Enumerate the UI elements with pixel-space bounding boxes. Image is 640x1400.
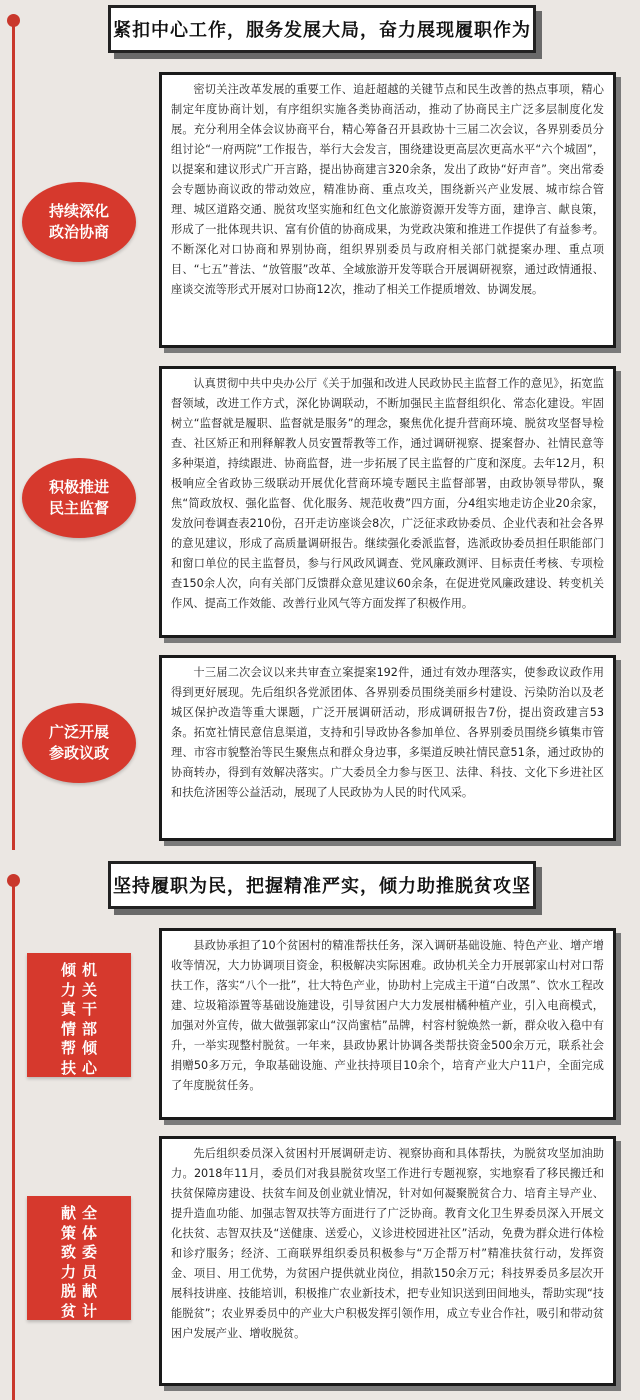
- content-paragraph: 县政协承担了10个贫困村的精准帮扶任务，深入调研基础设施、特色产业、增产增收等情况，大力协调项目资金，积极解决实际困难。政协机关全力开展郭家山村对口帮扶工作，落实“八个一批”，壮大特色产业，协助村上完成主干道“白改黑”、饮水工程改建、垃圾箱添置等基础设施建设，引导贫困户大力发展柑橘种植产业，引入电商模式，加强对外宣传，做大做强郭家山“汉尚蜜桔”品牌，村容村貌焕然一新，群众收入稳中有升，一举实现整村脱贫。一年来，县政协累计协调各类帮扶资金500余万元，联系社会捐赠50多万元，争取基础设施、产业扶持项目10余个，培育产业大户11户，全面完成了年度脱贫任务。: [171, 939, 604, 1092]
- label-char: 体: [82, 1223, 98, 1242]
- category-label-line: 民主监督: [48, 499, 109, 517]
- category-label: [22, 703, 136, 783]
- section-banner: [108, 861, 536, 909]
- label-char: 力: [60, 980, 76, 999]
- content-paragraph: 先后组织委员深入贫困村开展调研走访、视察协商和具体帮扶，为脱贫攻坚加油助力。2018年11月，委员们对我县脱贫攻坚工作进行专题视察，实地察看了移民搬迁和扶贫保障房建设、扶贫车间及创业就业情况，针对如何凝聚脱贫合力、培育主导产业、提升造血功能、加强志智双扶等方面进行了广泛协商。教育文化卫生界委员深入开展文化扶贫、志智双扶及“送健康、送爱心，义诊进校园进社区”活动，免费为群众进行体检和诊疗服务；经济、工商联界组织委员积极参与“万企帮万村”精准扶贫行动，发挥资金、项目、用工优势，为贫困户提供就业岗位，捐款150余万元；科技界委员多层次开展科技讲座、技能培训，积极推广农业新技术，把专业知识送到田间地头，帮助实现“技能脱贫”；农业界委员中的产业大户积极发挥引领作用，成立专业合作社，吸引和带动贫困户发展产业、增收脱贫。: [171, 1147, 604, 1340]
- label-char: 委: [82, 1243, 98, 1261]
- category-label-line: 政治协商: [48, 223, 109, 241]
- label-char: 致: [60, 1243, 76, 1261]
- label-char: 献: [60, 1204, 76, 1222]
- label-column: [82, 961, 97, 1078]
- section-banner-text: 紧扣中心工作，服务发展大局，奋力展现履职作为: [113, 20, 531, 41]
- label-char: 计: [82, 1301, 98, 1320]
- label-char: 机: [82, 961, 98, 979]
- label-char: 扶: [60, 1058, 76, 1077]
- label-char: 全: [82, 1204, 98, 1222]
- label-char: 员: [82, 1262, 98, 1281]
- timeline-dot: [7, 874, 20, 887]
- section-banner-text: 坚持履职为民，把握精准严实，倾力助推脱贫攻坚: [113, 876, 531, 897]
- label-char: 真: [60, 1000, 76, 1018]
- content-paragraph: 十三届二次会议以来共审查立案提案192件，通过有效办理落实，使参政议政作用得到更好展现。先后组织各党派团体、各界别委员围绕美丽乡村建设、污染防治以及老城区保护改造等重大课题，广泛开展调研活动，形成调研报告7份，提出资政建言53条。拓宽社情民意信息渠道，支持和引导政协各参加单位、各界别委员围绕乡镇集市管理、市容市貌整治等民生聚焦点和群众身边事，多渠道反映社情民意51条，通过政协的协商转办，得到有效解决落实。广大委员全力参与医卫、法律、科技、文化下乡进社区和扶危济困等公益活动，展现了人民政协为人民的时代风采。: [171, 666, 604, 799]
- category-label-line: 积极推进: [48, 478, 109, 496]
- section-banner: [108, 5, 536, 53]
- label-char: 贫: [60, 1301, 76, 1320]
- content-box: [159, 366, 616, 638]
- label-char: 脱: [60, 1282, 76, 1300]
- content-paragraph: 密切关注改革发展的重要工作、追赶超越的关键节点和民生改善的热点事项，精心制定年度协商计划，有序组织实施各类协商活动，推动了协商民主广泛多层制度化发展。充分利用全体会议协商平台，精心筹备召开县政协十三届二次会议，各界别委员分组讨论“一府两院”工作报告，举行大会发言，围绕建设更高层次更高水平“六个城固”，以提案和建议形式广开言路，提出协商建言320余条，发出了政协“好声音”。突出常委会专题协商议政的带动效应，精准协商、重点攻关，围绕新兴产业发展、城市综合管理、城区道路交通、脱贫攻坚实施和红色文化旅游资源开发等方面，建诤言、献良策，形成了一批体现共识、富有价值的协商成果，为党政决策和推进工作提供了有益参考。不断深化对口协商和界别协商，组织界别委员与政府相关部门就提案办理、重点项目、“七五”普法、“放管服”改革、全域旅游开发等联合开展调研视察，通过政情通报、座谈交流等形式开展对口协商12次，推动了相关工作提质增效、协调发展。: [171, 83, 604, 296]
- label-char: 部: [82, 1019, 98, 1038]
- label-char: 策: [60, 1223, 76, 1242]
- label-char: 情: [60, 1019, 76, 1038]
- label-char: 倾: [82, 1039, 98, 1057]
- label-char: 帮: [60, 1039, 76, 1057]
- timeline-dot: [7, 14, 20, 27]
- category-label-line: 广泛开展: [48, 723, 109, 741]
- category-label-line: 持续深化: [48, 202, 109, 220]
- content-box: [159, 72, 616, 348]
- label-char: 力: [60, 1262, 76, 1281]
- label-char: 倾: [60, 961, 76, 979]
- content-paragraph: 认真贯彻中共中央办公厅《关于加强和改进人民政协民主监督工作的意见》，拓宽监督领域，改进工作方式，深化协调联动，不断加强民主监督组织化、常态化建设。牢固树立“监督就是履职、监督就是服务”的理念，聚焦优化提升营商环境、脱贫攻坚督导检查、社区矫正和刑释解教人员安置帮教等工作，通过调研视察、提案督办、社情民意等多种渠道，持续跟进、协商监督，进一步拓展了民主监督的广度和深度。去年12月，积极响应全省政协三级联动开展优化营商环境专题民主监督部署，由政协领导带队，聚焦“简政放权、强化监督、优化服务、规范收费”四方面，分4组实地走访企业20余家，发放问卷调查表210份，召开走访座谈会8次，广泛征求政协委员、企业代表和社会各界的意见建议，形成了高质量调研报告。继续强化委派监督，选派政协委员担任职能部门和窗口单位的民主监督员，参与行风政风调查、党风廉政测评、目标责任考核、专项检查150余人次，向有关部门反馈群众意见建议60余条，在促进党风廉政建设、转变机关作风、提高工作效能、改善行业风气等方面发挥了积极作用。: [171, 377, 604, 610]
- category-label: [22, 182, 136, 262]
- category-label-line: 参政议政: [48, 744, 109, 762]
- category-label: [27, 953, 131, 1077]
- category-label: [22, 458, 136, 538]
- content-box: [159, 1136, 616, 1386]
- label-char: 干: [82, 1000, 98, 1018]
- timeline-line: [12, 880, 15, 1400]
- label-column: [82, 1204, 97, 1321]
- label-char: 关: [82, 980, 98, 999]
- label-column: [61, 961, 76, 1078]
- content-box: [159, 928, 616, 1120]
- category-label: [27, 1196, 131, 1320]
- label-char: 心: [82, 1058, 98, 1077]
- label-char: 献: [82, 1282, 98, 1300]
- label-column: [61, 1204, 76, 1321]
- timeline-line: [12, 20, 15, 850]
- content-box: [159, 655, 616, 841]
